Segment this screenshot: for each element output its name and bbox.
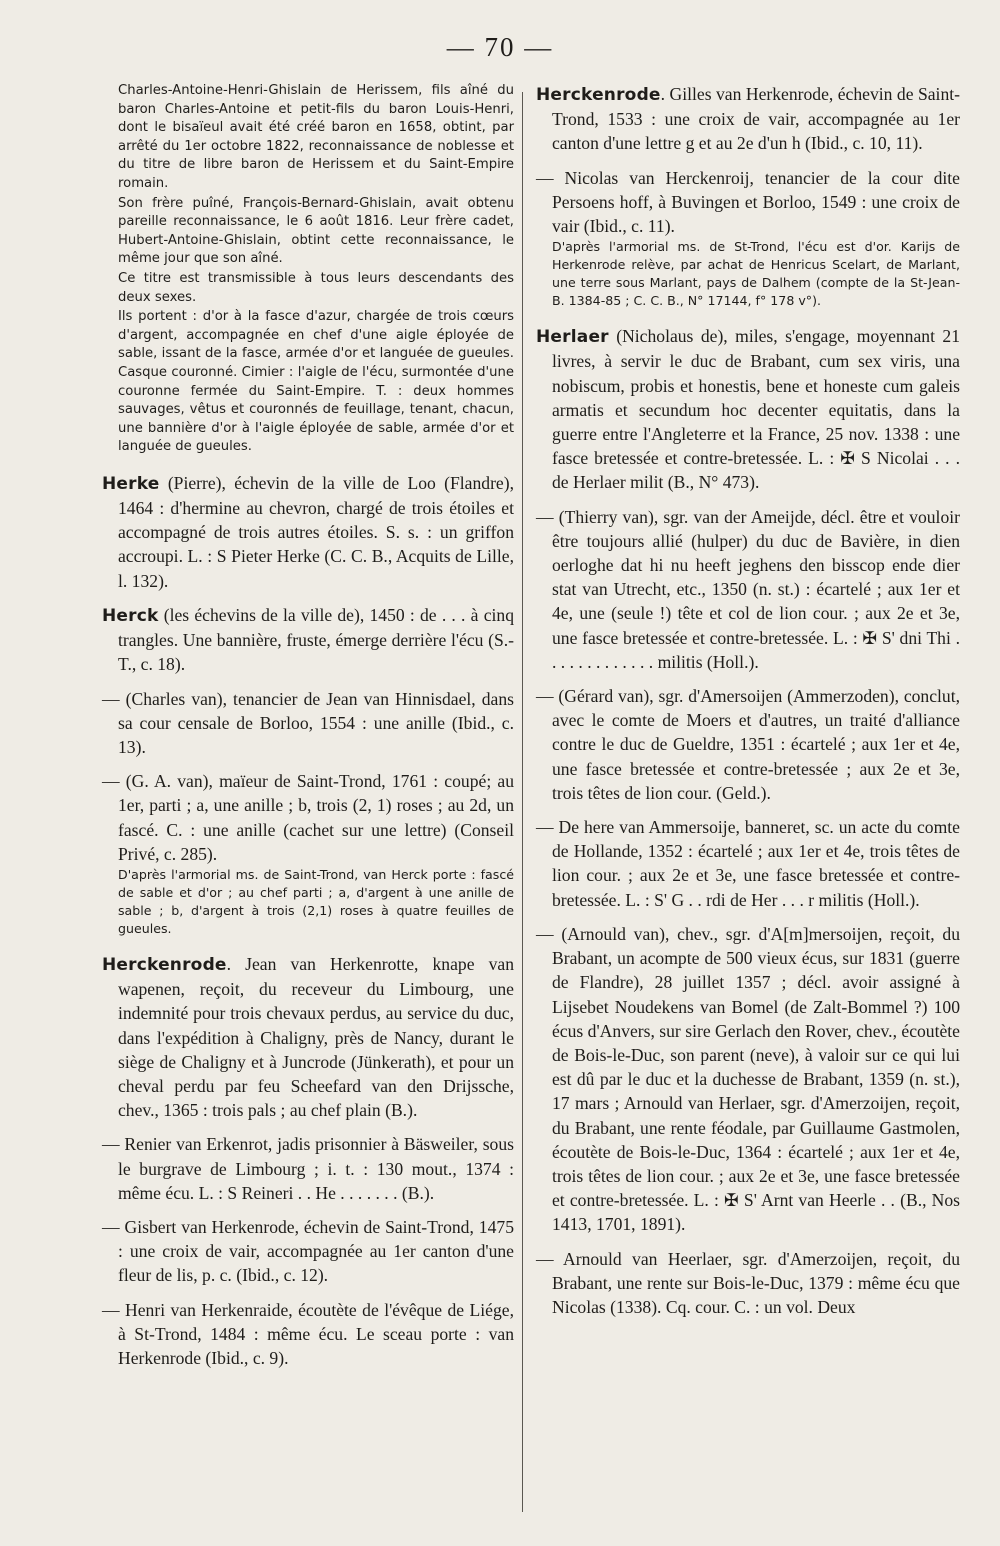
entry-gisbert: — Gisbert van Herkenrode, échevin de Saint-Trond, 1475 : une croix de vair, accompagnée au 1er canton d'une fleur de lis, p. c. (Ibid., c. 12). — [102, 1216, 514, 1286]
left-column — [102, 82, 514, 1370]
note-st-trond: D'après l'armorial ms. de St-Trond, l'écu est d'or. Karijs de Herkenrode relève, par achat de Henricus Scelart, de Marlant, une terre sous Marlant, pays de Dalhem (compte de la St-Jean-B. 1384-85 ; C. C. B., N° 17144, f° 178 v°). — [552, 239, 960, 309]
entry-text-herlaer: (Nicholaus de), miles, s'engage, moyennant 21 livres, à servir le duc de Brabant, cum sex viris, una nobiscum, probis et honestis, bene et honeste cum galeis armatis et secundum hoc decenter equitatis, dans la guerre entre l'Angleterre et la France, 25 nov. 1338 : une fasce bretessée et contre-bretessée. L. : ✠ S Nicolai . . . de Herlaer milit (B., N° 473). — [552, 326, 960, 493]
herissem-paragraph-3: Ce titre est transmissible à tous leurs descendants des deux sexes. — [118, 270, 514, 305]
entry-arnould-1: — (Arnould van), chev., sgr. d'A[m]mersoijen, reçoit, du Brabant, un acompte de 500 vieux écus, sur 1831 (guerre de Flandre), 28 juillet 1357 ; décl. avoir assigné à Lijsebet Noudekens van Bomel (de Zalt-Bommel ?) 100 écus d'Anvers, sur sire Gerlach den Rover, chev., écoutète de Bois-le-Duc, son parent (neve), à valoir sur ce qui lui est dû par le duc et la duchesse de Brabant, 1359 (n. st.), 17 mars ; Arnould van Herlaer, sgr. d'Amerzoijen, reçoit, du Brabant, une rente féodale, par Guillaume Gastmolen, écoutète de Bois-le-Duc, 1364 : écartelé ; aux 1er et 4e, trois têtes de lion cour. ; aux 2e et 3e, une fasce bretessée et contre-bretessée. L. : ✠ S' Arnt van Heerle . . (B., Nos 1413, 1701, 1891). — [536, 923, 960, 1235]
entry-herckenrode-jean — [102, 952, 514, 1122]
entry-herck-ga: — (G. A. van), maïeur de Saint-Trond, 1761 : coupé; au 1er, parti ; a, une anille ; b, trois (2, 1) roses ; au 2d, un fascé. C. : une anille (cachet sur une lettre) (Conseil Privé, c. 285). — [102, 771, 514, 864]
column-divider — [522, 92, 523, 1512]
page-number: — 70 — — [446, 32, 554, 62]
entry-de-here: — De here van Ammersoije, banneret, sc. un acte du comte de Hollande, 1352 : écartelé ; aux 1er et 4e, trois têtes de lion cour. ; aux 2e et 3e, une fasce bretessée et contre-bretessée. L. : S' G . . rdi de Her . . . r militis (Holl.). — [536, 817, 960, 910]
entry-arnould-2: — Arnould van Heerlaer, sgr. d'Amerzoijen, reçoit, du Brabant, une rente sur Bois-le-Duc, 1379 : même écu que Nicolas (1338). Cq. cour. C. : un vol. Deux — [536, 1248, 960, 1317]
entry-text-herckenrode-jean: . Jean van Herkenrotte, knape van wapenen, reçoit, du receveur du Limbourg, une indemnité pour trois chevaux perdus, au service du duc, dans l'expédition à Chaligny, près de Nancy, durant le siège de Chaligny et à Juncrode (Jünkerath), et pour un cheval perdu par feu Scheefard van den Drijssche, chev., 1365 : trois pals ; au chef plain (B.). — [118, 953, 514, 1121]
entry-herck-charles: — (Charles van), tenancier de Jean van Hinnisdael, dans sa cour censale de Borloo, 1554 : une anille (Ibid., c. 13). — [102, 688, 514, 757]
entry-herck — [102, 603, 514, 677]
entry-text-herck: (les échevins de la ville de), 1450 : de . . . à cinq trangles. Une bannière, fruste, émerge derrière l'écu (S.-T., c. 18). — [118, 604, 514, 675]
entry-text-herke: (Pierre), échevin de la ville de Loo (Flandre), 1464 : d'hermine au chevron, chargé de trois étoiles et accompagné de trois autres étoiles. S. s. : un griffon accroupi. L. : S Pieter Herke (C. C. B., Acquits de Lille, l. 132). — [118, 472, 514, 591]
entry-herlaer — [536, 324, 960, 494]
entry-henri: — Henri van Herkenraide, écoutète de l'évêque de Liége, à St-Trond, 1484 : même écu. Le sceau porte : van Herkenrode (Ibid., c. 9). — [102, 1299, 514, 1368]
entry-text-gilles: . Gilles van Herkenrode, échevin de Saint-Trond, 1533 : une croix de vair, accompagnée au 1er canton d'une lettre g et au 2e d'un h (Ibid., c. 10, 11). — [552, 84, 960, 154]
entry-nicolas: — Nicolas van Herckenroij, tenancier de la cour dite Persoens hoff, à Buvingen et Borloo, 1549 : une croix de vair (Ibid., c. 11). — [536, 167, 960, 237]
entry-heading-herlaer: Herlaer — [536, 327, 609, 348]
entry-heading-herck: Herck — [102, 605, 159, 626]
entry-heading-herckenrode: Herckenrode — [102, 954, 227, 975]
entry-thierry: — (Thierry van), sgr. van der Ameijde, décl. être et vouloir être toujours allié (hulper) du duc de Bavière, in dien oerloghe dat hi nu heeft jeghens den bisscop ende dier stat van Utrecht, etc., 1350 (n. st.) : écartelé ; aux 1er et 4e, une (seule !) tête et col de lion cour. ; aux 2e et 3e, une fasce bretessée et contre-bretessée. L. : ✠ S' dni Thi . . . . . . . . . . . . . militis (Holl.). — [536, 506, 960, 672]
herissem-arms-paragraph: Ils portent : d'or à la fasce d'azur, chargée de trois cœurs d'argent, accompagnée en chef d'une aigle éployée de sable, issant de la fasce, armée d'or et languée de gueules. Casque couronné. Cimier : l'aigle de l'écu, surmontée d'une couronne fermée du Saint-Empire. T. : deux hommes sauvages, vêtus et couronnés de feuillage, tenant, chacun, une bannière d'or à l'aigle éployée de sable, armée d'or et languée de gueules. — [118, 309, 514, 455]
entry-herke — [102, 471, 514, 593]
herissem-paragraph-1: Charles-Antoine-Henri-Ghislain de Herissem, fils aîné du baron Charles-Antoine et petit-fils du baron Louis-Henri, dont le bisaïeul avait été créé baron en 1658, obtint, par arrêté du 1er octobre 1822, reconnaissance de noblesse et du titre de libre baron de Herissem et du Saint-Empire romain. — [118, 83, 514, 191]
entry-renier: — Renier van Erkenrot, jadis prisonnier à Bäsweiler, sous le burgrave de Limbourg ; i. t. : 130 mout., 1374 : même écu. L. : S Reineri . . He . . . . . . . (B.). — [102, 1134, 514, 1203]
entry-gerard: — (Gérard van), sgr. d'Amersoijen (Ammerzoden), conclut, avec le comte de Moers et d'autres, un traité d'alliance contre le duc de Gueldre, 1351 : écartelé ; aux 1er et 4e, une fasce bretessée et contre-bretessée ; aux 2e et 3e, trois têtes de lion cour. (Geld.). — [536, 686, 960, 803]
note-herck-armorial: D'après l'armorial ms. de Saint-Trond, van Herck porte : fascé de sable et d'or ; au chef parti ; a, d'argent à une anille de sable ; b, d'argent à trois (2,1) roses à quatre feuilles de gueules. — [118, 866, 514, 936]
entry-herckenrode-gilles — [536, 82, 960, 156]
entry-heading-herke: Herke — [102, 473, 160, 494]
entry-heading-herckenrode-right: Herckenrode — [536, 85, 661, 105]
herissem-paragraph-2: Son frère puîné, François-Bernard-Ghislain, avait obtenu pareille reconnaissance, le 6 août 1816. Leur frère cadet, Hubert-Antoine-Ghislain, obtint cette reconnaissance, le même jour que son aîné. — [118, 195, 514, 267]
right-column — [536, 82, 960, 1319]
